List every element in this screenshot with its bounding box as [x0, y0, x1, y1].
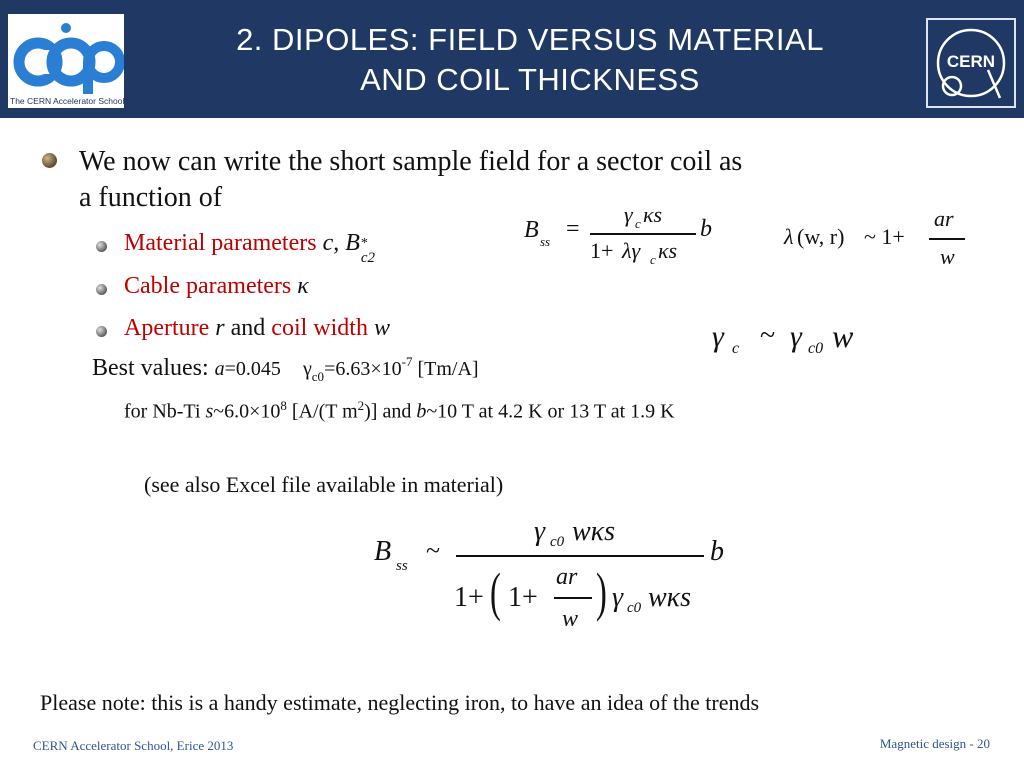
nbti-s: s [205, 400, 214, 423]
eq4-den-inner: 1+ [508, 582, 538, 613]
title-bar [0, 0, 1024, 118]
nbti-unit: [A/(T m [286, 400, 358, 423]
eq4-tilde: ~ [426, 536, 441, 565]
sub-bullet-material [124, 228, 384, 266]
nbti-s-value: ~6.0×10 [213, 400, 281, 423]
eq2-fraction-bar [929, 238, 965, 240]
eq2-num: ar [934, 206, 954, 231]
nbti-unit-end: )] and [364, 400, 417, 423]
eq3-gamma-c-sub: c [732, 340, 740, 357]
eq1-lhs-sub: ss [540, 234, 551, 249]
eq3-gamma-c: γ [712, 320, 724, 353]
main-bullet-line-1: We now can write the short sample field for a sector coil as [79, 146, 743, 177]
main-bullet-line-2: a function of [79, 182, 223, 213]
eq4-den-gamma-sub: c0 [627, 600, 642, 616]
sub-bullet-aperture [124, 313, 390, 343]
eq4-inner-num: ar [556, 564, 578, 590]
nbti-unit-exp: 2 [357, 398, 365, 413]
equation-gamma [712, 318, 872, 364]
cern-logo [926, 18, 1016, 108]
title-line-1: 2. DIPOLES: FIELD VERSUS MATERIAL [236, 22, 824, 57]
eq4-num-gamma: γ [534, 516, 546, 547]
eq1-b: b [700, 216, 712, 242]
eq1-num-rest: κs [643, 202, 663, 227]
eq1-equals: = [566, 216, 580, 242]
eq2-den: w [940, 244, 955, 269]
eq3-gamma-c0: γ [790, 320, 802, 353]
equation-bss-exact [524, 200, 724, 270]
eq4-den-gamma: γ [612, 582, 624, 613]
coil-width-label: coil width [271, 315, 374, 341]
material-b: B [345, 230, 360, 256]
eq4-b: b [710, 536, 724, 567]
cern-logo-text: CERN [946, 52, 996, 71]
eq4-fraction-bar [456, 555, 704, 557]
equation-bss-approx [374, 512, 744, 652]
best-gamma-sub: c0 [311, 368, 325, 384]
sub-bullet-icon [96, 326, 107, 337]
nbti-b: b [416, 400, 427, 423]
eq4-den-one: 1+ [454, 582, 484, 613]
best-a: a [214, 358, 225, 380]
handy-estimate-note: Please note: this is a handy estimate, neglecting iron, to have an idea of the trends [40, 690, 760, 715]
eq2-op: ~ 1+ [864, 224, 905, 249]
cable-label: Cable parameters [124, 273, 298, 299]
best-values-line [92, 354, 479, 385]
see-also-text: (see also Excel file available in material) [144, 472, 504, 497]
eq3-tilde: ~ [760, 320, 776, 351]
eq4-lhs-sub: ss [396, 558, 408, 574]
nbti-prefix: for Nb-Ti [124, 400, 206, 423]
eq4-num-sub: c0 [550, 534, 565, 550]
material-b-scripts [360, 236, 384, 266]
eq1-num-gamma: γ [624, 202, 633, 227]
eq1-fraction-bar [590, 233, 696, 235]
and-text: and [224, 315, 272, 341]
coil-width-w: w [373, 315, 390, 341]
nbti-line [124, 398, 675, 424]
eq4-inner-fraction-bar [554, 597, 592, 599]
eq4-paren-close: ) [596, 562, 607, 622]
eq2-lambda: λ [784, 224, 794, 249]
material-c: c [322, 230, 334, 256]
best-gamma-exp: -7 [401, 354, 413, 369]
cas-logo-caption: The CERN Accelerator School [10, 96, 125, 106]
sub-bullet-cable [124, 271, 309, 301]
footer-page-number: Magnetic design - 20 [879, 736, 990, 751]
eq1-den-one: 1+ [590, 238, 614, 263]
cas-logo [8, 14, 124, 108]
material-b-sub: c2 [360, 250, 376, 266]
eq1-den-sub: c [650, 252, 656, 267]
eq1-lhs: B [524, 217, 539, 243]
footer-event: CERN Accelerator School, Erice 2013 [33, 738, 234, 753]
eq4-inner-den: w [562, 606, 579, 632]
cern-logo-icon [928, 20, 1014, 106]
nbti-b-value: ~10 T at 4.2 K or 13 T at 1.9 K [426, 400, 675, 423]
page-title [140, 20, 920, 100]
eq1-den-rest: κs [658, 238, 678, 263]
cas-logo-icon [8, 14, 124, 108]
best-a-value: =0.045 [224, 358, 281, 380]
eq4-num-rest: wκs [572, 516, 616, 547]
best-unit: [Tm/A] [412, 358, 479, 380]
nbti-s-exp: 8 [280, 398, 287, 413]
aperture-r: r [215, 315, 225, 341]
eq4-lhs: B [374, 536, 392, 567]
eq1-num-sub: c [635, 216, 641, 231]
eq4-den-rest: wκs [648, 582, 692, 613]
eq2-args: (w, r) [797, 224, 845, 249]
eq1-den-lambda: λγ [622, 238, 641, 263]
comma: , [333, 230, 346, 256]
bullet-icon [42, 153, 57, 168]
equation-lambda [784, 204, 974, 276]
cable-kappa: κ [297, 273, 309, 299]
eq3-w: w [832, 318, 854, 354]
sub-bullet-icon [96, 284, 107, 295]
eq4-paren-open: ( [490, 562, 501, 622]
material-label: Material parameters [124, 230, 323, 256]
best-gamma: γ [302, 358, 312, 380]
material-b-star: * [360, 236, 368, 251]
best-gamma-value: =6.63×10 [324, 358, 402, 380]
sub-bullet-icon [96, 241, 107, 252]
best-values-label: Best values: [92, 355, 215, 381]
eq3-gamma-c0-sub: c0 [808, 340, 824, 357]
title-line-2: AND COIL THICKNESS [360, 62, 700, 97]
aperture-label: Aperture [124, 315, 216, 341]
